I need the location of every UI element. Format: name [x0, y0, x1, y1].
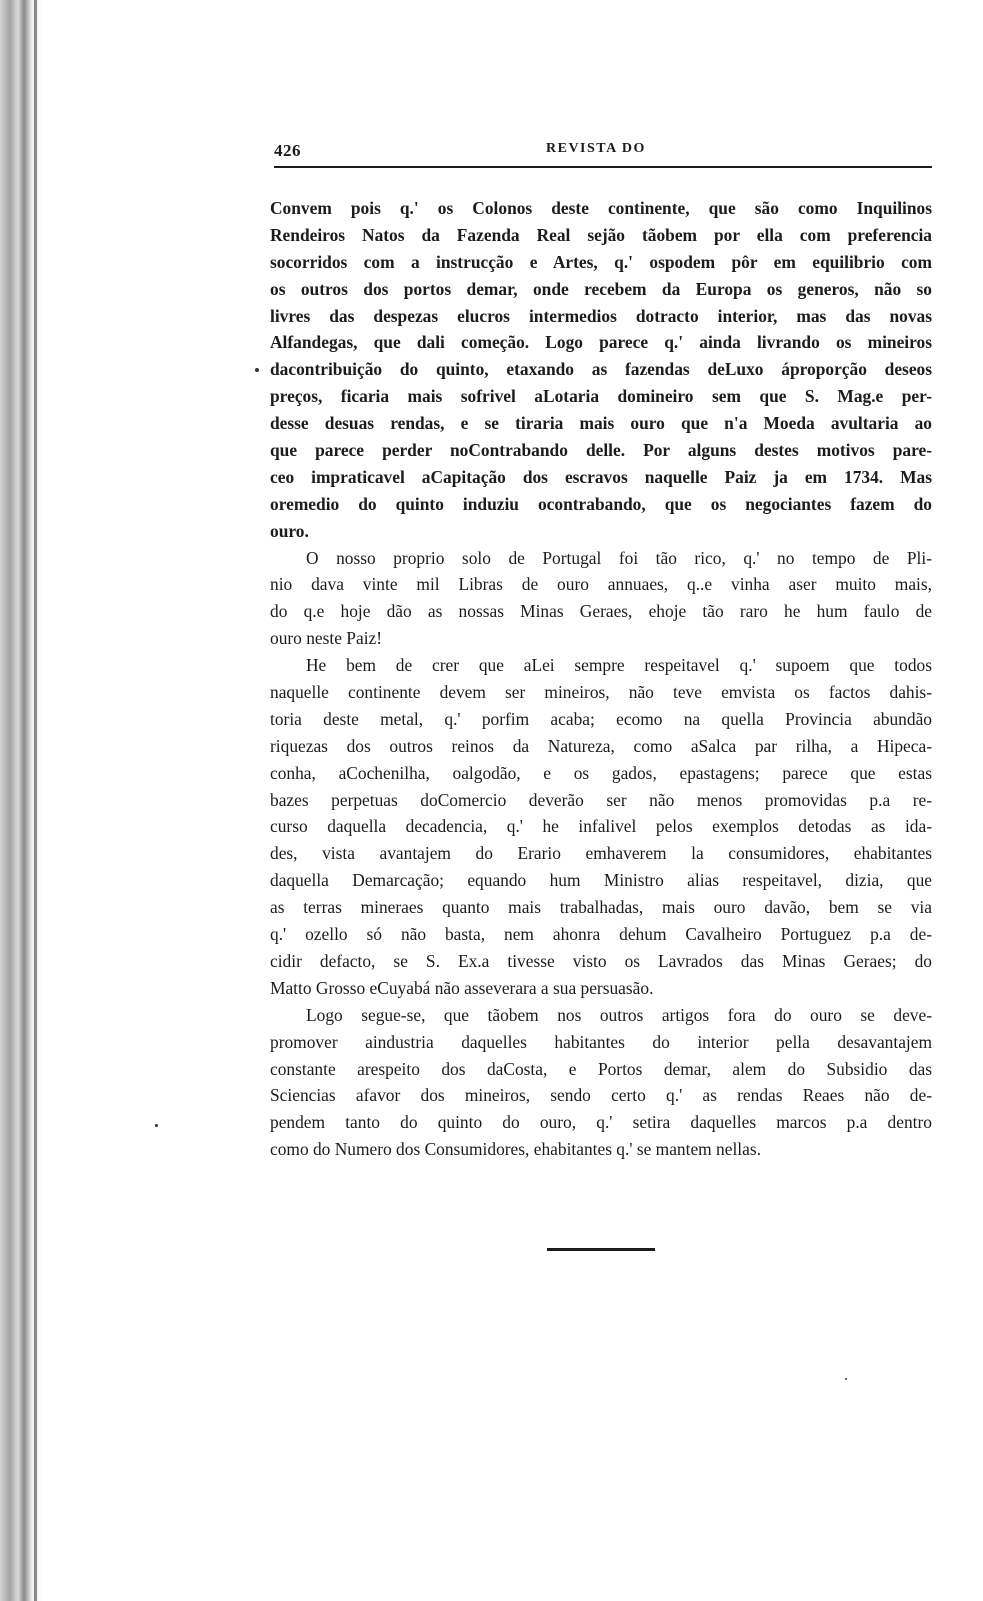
text-line: socorridos com a instrucção e Artes, q.' ospodem pôr em equilibrio com [270, 251, 932, 272]
paper-speck [255, 368, 259, 372]
text-line: dacontribuição do quinto, etaxando as fazendas deLuxo áproporção deseos [270, 359, 932, 380]
text-line: os outros dos portos demar, onde recebem da Europa os generos, não so [270, 278, 932, 299]
paper-speck [845, 1378, 847, 1380]
body-text [270, 195, 932, 1163]
text-line: Convem pois q.' os Colonos deste continente, que são como Inquilinos [270, 198, 932, 218]
text-line: Rendeiros Natos da Fazenda Real sejão tãobem por ella com preferencia [270, 224, 932, 245]
text-line: curso daquella decadencia, q.' he infalivel pelos exemplos detodas as ida- [270, 816, 932, 837]
paragraph [270, 195, 932, 545]
text-line: q.' ozello só não basta, nem ahonra dehum Cavalheiro Portuguez p.a de- [270, 924, 932, 945]
paragraph [270, 1002, 932, 1163]
header-rule [274, 166, 932, 168]
text-line: nio dava vinte mil Libras de ouro annuaes, q..e vinha aser muito mais, [270, 574, 932, 595]
text-line: constante arespeito dos daCosta, e Portos demar, alem do Subsidio das [270, 1058, 932, 1079]
text-line: promover aindustria daquelles habitantes do interior pella desavantajem [270, 1031, 932, 1052]
text-line: oremedio do quinto induziu ocontrabando, que os negociantes fazem do [270, 493, 932, 514]
text-line: pendem tanto do quinto do ouro, q.' setira daquelles marcos p.a dentro [270, 1112, 932, 1133]
end-of-section-rule [547, 1248, 655, 1251]
running-title: REVISTA DO [546, 141, 646, 156]
text-line: ouro. [270, 520, 309, 541]
text-line: ceo impraticavel aCapitação dos escravos naquelle Paiz ja em 1734. Mas [270, 466, 932, 487]
text-line: ouro neste Paiz! [270, 628, 383, 649]
running-head [274, 141, 932, 165]
text-line: toria deste metal, q.' porfim acaba; ecomo na quella Provincia abundão [270, 708, 932, 729]
text-line: livres das despezas elucros intermedios dotracto interior, mas das novas [270, 305, 932, 326]
text-line: daquella Demarcação; equando hum Ministro alias respeitavel, dizia, que [270, 870, 932, 891]
text-line: que parece perder noContrabando delle. Por alguns destes motivos pare- [270, 440, 932, 461]
text-line: riquezas dos outros reinos da Natureza, como aSalca par rilha, a Hipeca- [270, 735, 932, 756]
text-line: conha, aCochenilha, oalgodão, e os gados, epastagens; parece que estas [270, 762, 932, 783]
paper-speck [155, 1124, 158, 1127]
text-line: como do Numero dos Consumidores, ehabitantes q.' se mantem nellas. [270, 1139, 761, 1160]
text-line: naquelle continente devem ser mineiros, não teve emvista os factos dahis- [270, 682, 932, 703]
text-line: do q.e hoje dão as nossas Minas Geraes, ehoje tão raro he hum faulo de [270, 601, 932, 622]
text-line: Sciencias afavor dos mineiros, sendo certo q.' as rendas Reaes não de- [270, 1085, 932, 1106]
text-line: as terras mineraes quanto mais trabalhadas, mais ouro davão, bem se via [270, 897, 932, 918]
text-line: des, vista avantajem do Erario emhaverem la consumidores, ehabitantes [270, 843, 932, 864]
text-line: desse desuas rendas, e se tiraria mais ouro que n'a Moeda avultaria ao [270, 413, 932, 434]
page-number: 426 [274, 141, 301, 160]
binding-gutter-line [34, 0, 37, 1601]
text-line: preços, ficaria mais sofrivel aLotaria domineiro sem que S. Mag.e per- [270, 386, 932, 407]
text-line: He bem de crer que aLei sempre respeitavel q.' supoem que todos [306, 655, 932, 676]
text-line: bazes perpetuas doComercio deverão ser não menos promovidas p.a re- [270, 789, 932, 810]
text-line: Matto Grosso eCuyabá não asseverara a sua persuasão. [270, 977, 654, 998]
paragraph [270, 545, 932, 653]
text-line: Logo segue-se, que tãobem nos outros artigos fora do ouro se deve- [306, 1004, 932, 1025]
text-line: O nosso proprio solo de Portugal foi tão rico, q.' no tempo de Pli- [306, 547, 932, 568]
book-binding-edge [0, 0, 44, 1601]
text-line: cidir defacto, se S. Ex.a tivesse visto os Lavrados das Minas Geraes; do [270, 950, 932, 971]
paragraph [270, 652, 932, 1002]
text-line: Alfandegas, que dali começão. Logo parece q.' ainda livrando os mineiros [270, 332, 932, 353]
